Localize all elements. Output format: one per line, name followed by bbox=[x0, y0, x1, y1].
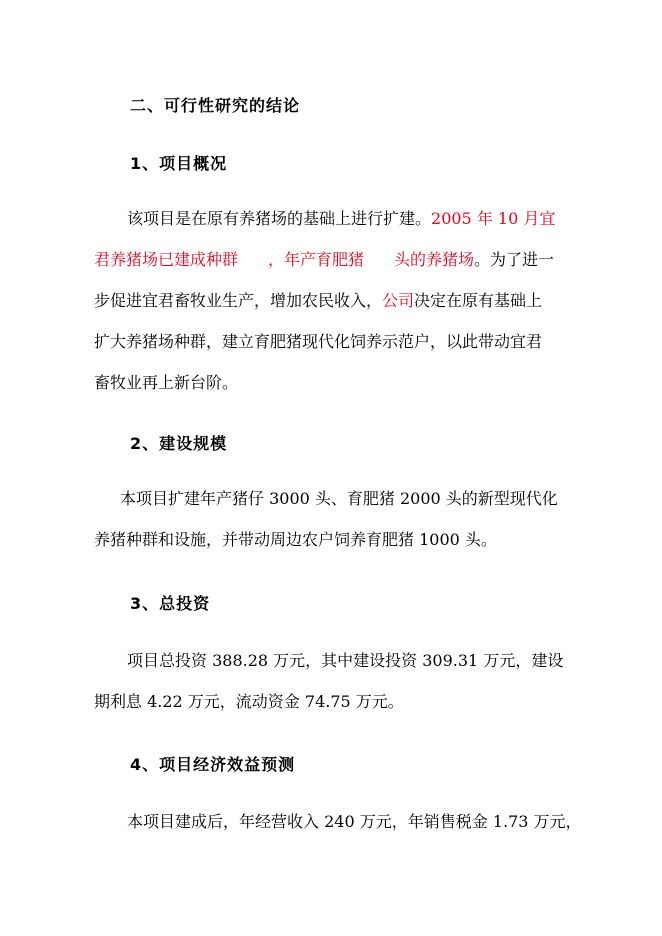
scale-line-1: 本项目扩建年产猪仔 3000 头、育肥猪 2000 头的新型现代化 bbox=[120, 489, 558, 508]
overview-text: 。为了进一 bbox=[474, 250, 555, 269]
forecast-line-1: 本项目建成后，年经营收入 240 万元，年销售税金 1.73 万元， bbox=[127, 812, 582, 831]
overview-line-2 bbox=[94, 250, 554, 270]
overview-line-5: 畜牧业再上新台阶。 bbox=[94, 373, 239, 392]
section-heading-conclusion: 二、可行性研究的结论 bbox=[130, 96, 301, 115]
overview-line-4: 扩大养猪场种群，建立育肥猪现代化饲养示范户，以此带动宜君 bbox=[94, 332, 543, 351]
overview-line-3 bbox=[94, 291, 542, 311]
overview-text: 该项目是在原有养猪场的基础上进行扩建。 bbox=[127, 209, 432, 228]
overview-highlight-text: 君养猪场已建成种群 bbox=[94, 250, 239, 269]
heading-total-investment: 3、总投资 bbox=[130, 594, 211, 613]
heading-economic-forecast: 4、项目经济效益预测 bbox=[130, 755, 296, 774]
overview-text: 步促进宜君畜牧业生产，增加农民收入， bbox=[94, 291, 383, 310]
heading-construction-scale: 2、建设规模 bbox=[130, 434, 228, 453]
investment-line-1: 项目总投资 388.28 万元，其中建设投资 309.31 万元，建设 bbox=[127, 651, 564, 670]
overview-highlight-text: ，年产育肥猪 bbox=[268, 250, 365, 269]
overview-highlight-text: 公司 bbox=[382, 291, 415, 310]
overview-line-1 bbox=[127, 209, 555, 229]
overview-highlight-text: 2005 年 10 月宜 bbox=[431, 209, 556, 228]
heading-project-overview: 1、项目概况 bbox=[130, 154, 228, 173]
scale-line-2: 养猪种群和设施，并带动周边农户饲养育肥猪 1000 头。 bbox=[94, 530, 497, 549]
investment-line-2: 期利息 4.22 万元，流动资金 74.75 万元。 bbox=[94, 692, 404, 711]
overview-highlight-text: 头的养猪场 bbox=[394, 250, 475, 269]
overview-text: 决定在原有基础上 bbox=[414, 291, 543, 310]
